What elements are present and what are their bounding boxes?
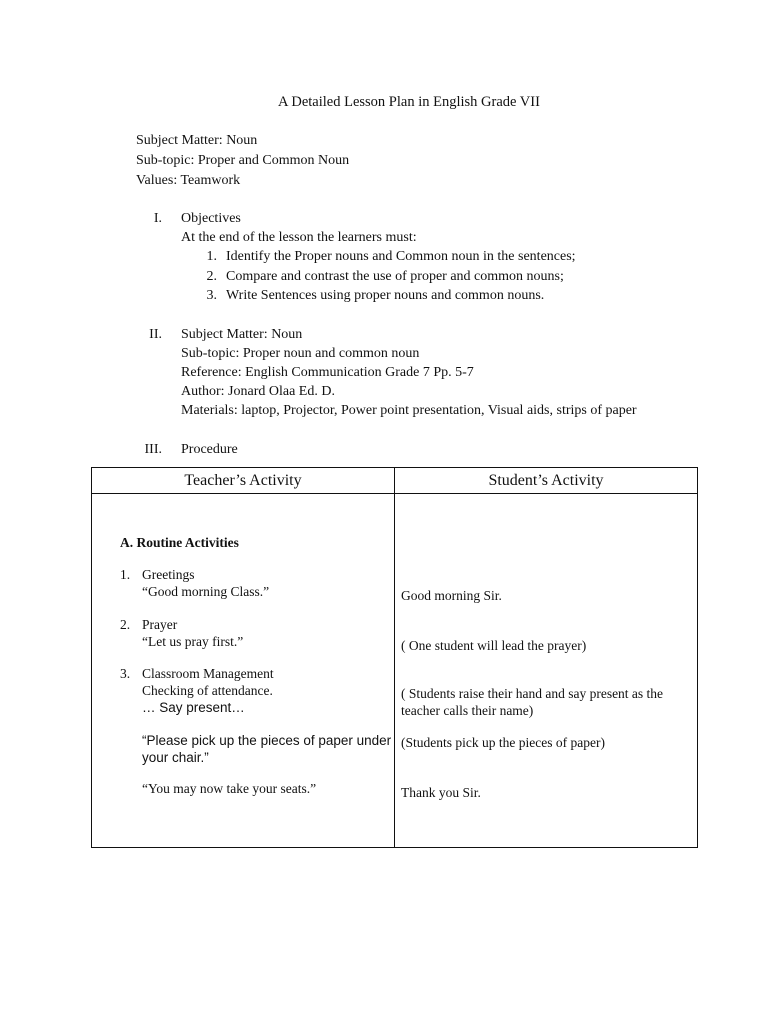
materials-line: Materials: laptop, Projector, Power point presentation, Visual aids, strips of paper [181, 403, 637, 418]
section-numeral-subject-matter: II. [149, 327, 162, 342]
page-title: A Detailed Lesson Plan in English Grade VII [278, 94, 540, 110]
pick-up-paper-line: your chair.” [142, 750, 209, 765]
objective-item: Identify the Proper nouns and Common noun in the sentences; [226, 249, 576, 264]
procedure-table [91, 467, 698, 848]
greetings-label: Greetings [142, 567, 195, 582]
prayer-number: 2. [120, 617, 131, 632]
greetings-number: 1. [120, 567, 131, 582]
classroom-management-number: 3. [120, 666, 131, 681]
prayer-label: Prayer [142, 617, 178, 632]
objective-item: Compare and contrast the use of proper and common nouns; [226, 269, 564, 284]
procedure-heading: Procedure [181, 442, 238, 457]
classroom-management-label: Classroom Management [142, 666, 274, 681]
student-pick-up: (Students pick up the pieces of paper) [401, 735, 605, 750]
objective-number: 2. [206, 269, 217, 284]
subject-matter-line: Subject Matter: Noun [136, 133, 258, 148]
student-prayer: ( One student will lead the prayer) [401, 638, 587, 653]
objective-number: 3. [206, 288, 217, 303]
greetings-quote: “Good morning Class.” [142, 584, 270, 599]
subject-matter-detail: Subject Matter: Noun [181, 327, 303, 342]
attendance-line: Checking of attendance. [142, 683, 273, 698]
section-numeral-objectives: I. [153, 211, 162, 226]
routine-activities-heading: A. Routine Activities [120, 535, 239, 550]
sub-topic-detail: Sub-topic: Proper noun and common noun [181, 346, 420, 361]
table-row [92, 494, 698, 848]
objective-number: 1. [206, 249, 217, 264]
student-activity-header: Student’s Activity [395, 468, 698, 494]
take-seats-line: “You may now take your seats.” [142, 781, 317, 796]
prayer-quote: “Let us pray first.” [142, 634, 244, 649]
pick-up-paper-line: “Please pick up the pieces of paper under [142, 733, 392, 748]
student-activity-cell [395, 494, 698, 848]
student-greeting: Good morning Sir. [401, 588, 502, 603]
values-line: Values: Teamwork [136, 173, 241, 188]
sub-topic-line: Sub-topic: Proper and Common Noun [136, 153, 350, 168]
objective-item: Write Sentences using proper nouns and common nouns. [226, 288, 545, 303]
say-present-line: … Say present… [142, 700, 245, 715]
author-line: Author: Jonard Olaa Ed. D. [181, 384, 335, 399]
student-thanks: Thank you Sir. [401, 785, 481, 800]
objectives-intro: At the end of the lesson the learners must: [181, 230, 417, 245]
section-numeral-procedure: III. [144, 442, 162, 457]
teacher-activity-header: Teacher’s Activity [92, 468, 395, 494]
student-present-line: teacher calls their name) [401, 703, 534, 718]
table-header-row [92, 468, 698, 494]
teacher-activity-cell [92, 494, 395, 848]
student-present-line: ( Students raise their hand and say present as the [401, 686, 664, 701]
objectives-heading: Objectives [181, 211, 241, 226]
reference-line: Reference: English Communication Grade 7 Pp. 5-7 [181, 365, 474, 380]
